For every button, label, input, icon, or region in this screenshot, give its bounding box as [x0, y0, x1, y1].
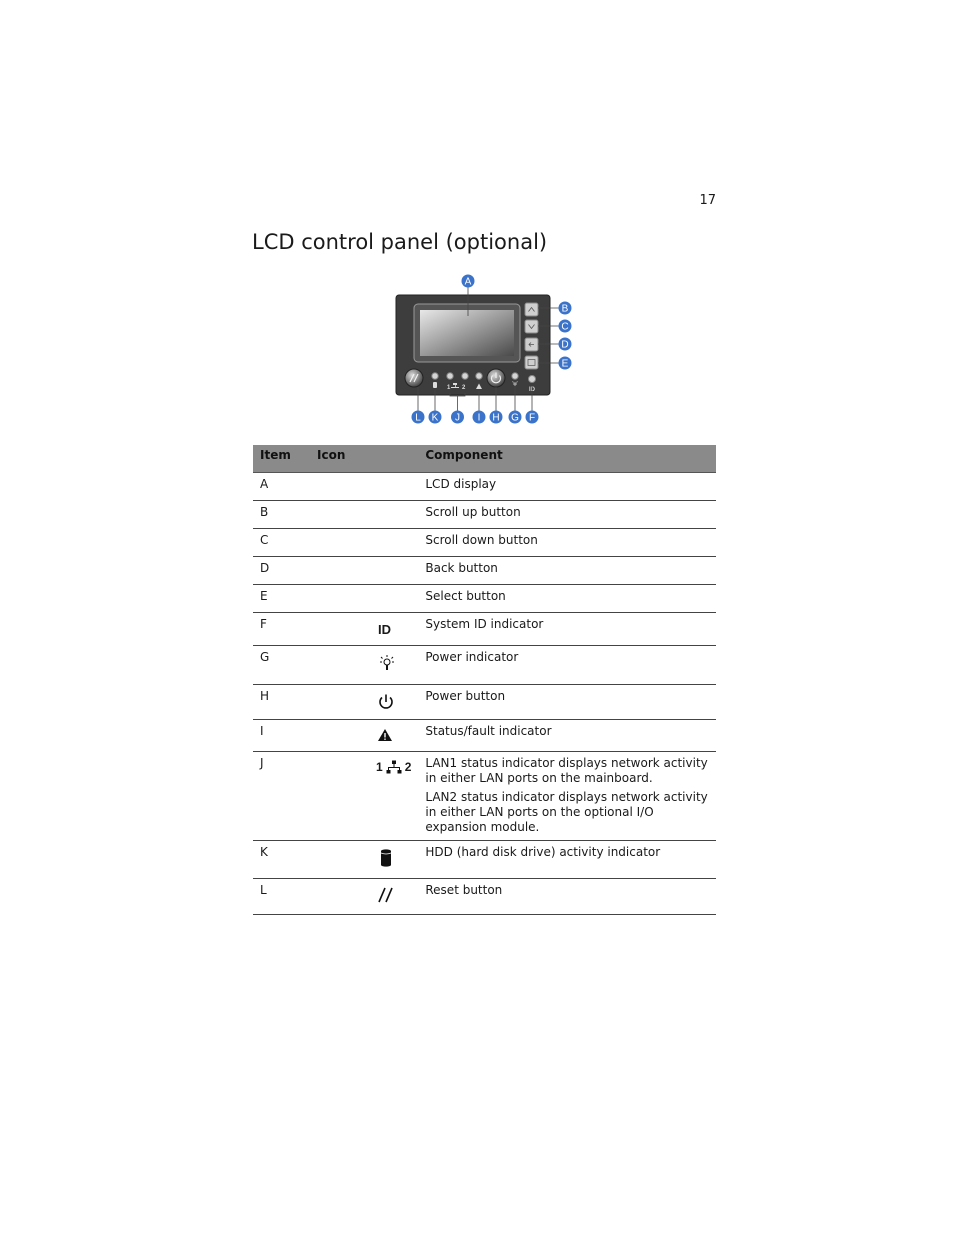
icon-cell — [310, 613, 418, 646]
table-row — [253, 720, 716, 752]
icon-cell — [310, 473, 418, 501]
svg-text:G: G — [511, 412, 519, 424]
header-icon: Icon — [310, 445, 418, 473]
item-cell: E — [253, 585, 310, 613]
icon-cell — [310, 685, 418, 720]
component-cell: LAN1 status indicator displays network activity in either LAN ports on the mainboard. LAN2 status indicator displays network activity in either LAN ports on the optional I/O expansion module. — [418, 752, 716, 841]
table-row — [253, 613, 716, 646]
table-row — [253, 879, 716, 915]
scroll-up-key — [525, 303, 538, 316]
component-cell: Scroll down button — [418, 529, 716, 557]
svg-text:1: 1 — [447, 385, 451, 391]
components-table — [253, 445, 716, 915]
svg-text:ID: ID — [529, 387, 535, 393]
id-icon: ID — [378, 622, 391, 637]
power-button-icon — [377, 693, 395, 711]
item-cell: J — [253, 752, 310, 841]
svg-text:C: C — [561, 321, 569, 333]
item-cell: K — [253, 841, 310, 879]
lcd-display — [420, 310, 514, 356]
table-row — [253, 501, 716, 529]
icon-cell — [310, 841, 418, 879]
icon-cell — [310, 585, 418, 613]
svg-text:H: H — [492, 412, 500, 424]
icon-cell — [310, 752, 418, 841]
icon-cell — [310, 879, 418, 915]
lcd-panel-figure — [380, 268, 580, 428]
table-row — [253, 585, 716, 613]
svg-text:A: A — [464, 276, 472, 288]
item-cell: H — [253, 685, 310, 720]
lan1-led — [447, 373, 453, 379]
component-cell: Reset button — [418, 879, 716, 915]
select-key — [525, 356, 538, 369]
svg-text:J: J — [455, 412, 460, 424]
icon-cell — [310, 529, 418, 557]
component-cell: Back button — [418, 557, 716, 585]
component-cell: System ID indicator — [418, 613, 716, 646]
lcd-panel-diagram — [380, 268, 580, 428]
table-header-row — [253, 445, 716, 473]
scroll-down-key — [525, 320, 538, 333]
power-led — [512, 373, 518, 379]
item-cell: G — [253, 646, 310, 685]
header-item: Item — [253, 445, 310, 473]
header-component: Component — [418, 445, 716, 473]
component-cell: Power button — [418, 685, 716, 720]
table-row — [253, 529, 716, 557]
component-cell: Select button — [418, 585, 716, 613]
item-cell: F — [253, 613, 310, 646]
icon-cell — [310, 557, 418, 585]
component-cell: Power indicator — [418, 646, 716, 685]
reset-knob — [405, 369, 423, 387]
svg-text:2: 2 — [462, 385, 466, 391]
table-row — [253, 646, 716, 685]
warning-icon — [377, 728, 393, 742]
table-row — [253, 685, 716, 720]
component-cell: HDD (hard disk drive) activity indicator — [418, 841, 716, 879]
icon-cell — [310, 501, 418, 529]
item-cell: C — [253, 529, 310, 557]
item-cell: I — [253, 720, 310, 752]
svg-text:K: K — [431, 412, 439, 424]
table-row — [253, 752, 716, 841]
item-cell: B — [253, 501, 310, 529]
svg-text:I: I — [477, 412, 481, 424]
icon-cell — [310, 646, 418, 685]
item-cell: L — [253, 879, 310, 915]
component-cell: Status/fault indicator — [418, 720, 716, 752]
table-row — [253, 473, 716, 501]
system-id-led — [529, 376, 536, 383]
status-led — [476, 373, 482, 379]
svg-text:E: E — [561, 358, 569, 370]
section-title: LCD control panel (optional) — [252, 230, 548, 254]
component-cell: Scroll up button — [418, 501, 716, 529]
hdd-led — [432, 373, 438, 379]
icon-cell — [310, 720, 418, 752]
svg-text:B: B — [561, 303, 569, 315]
table-row — [253, 841, 716, 879]
table-row — [253, 557, 716, 585]
page-number: 17 — [699, 193, 716, 208]
item-cell: A — [253, 473, 310, 501]
reset-icon — [377, 887, 395, 903]
item-cell: D — [253, 557, 310, 585]
svg-text:D: D — [561, 339, 569, 351]
component-cell: LCD display — [418, 473, 716, 501]
hdd-icon — [380, 849, 392, 867]
svg-text:F: F — [528, 412, 536, 424]
svg-text:L: L — [415, 412, 421, 424]
power-indicator-icon — [378, 654, 396, 672]
lan-icon: 1 2 — [376, 760, 412, 774]
lan2-led — [462, 373, 468, 379]
